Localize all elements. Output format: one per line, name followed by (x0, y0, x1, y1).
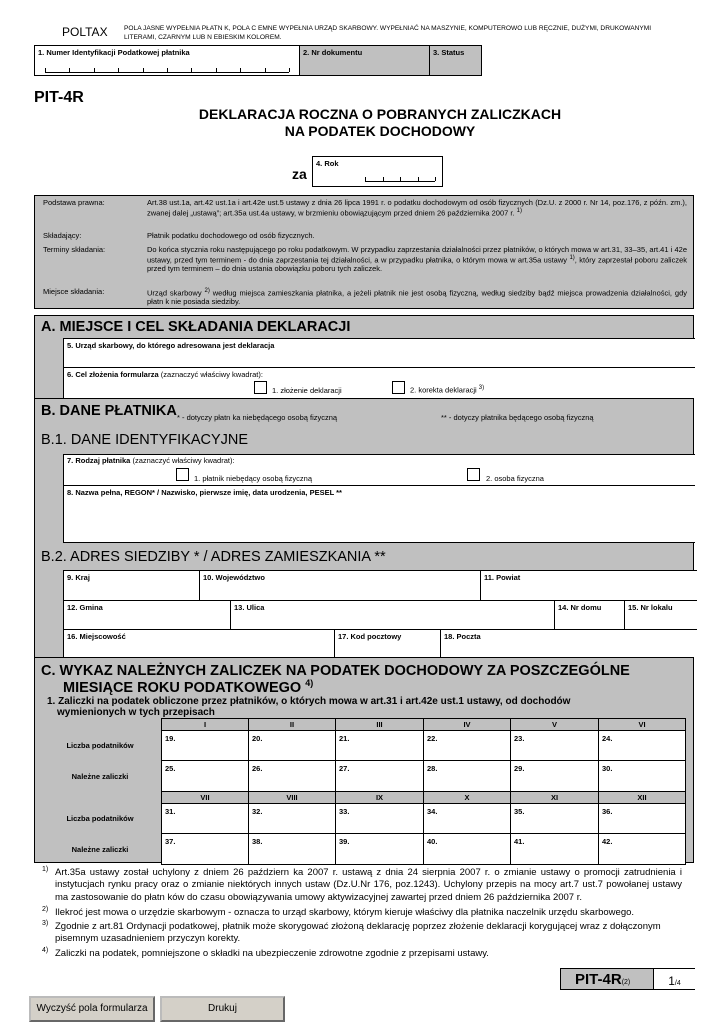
amount-cell[interactable] (423, 730, 511, 761)
section-a-title: A. MIEJSCE I CEL SKŁADANIA DEKLARACJI (41, 319, 351, 335)
month-header-label: VII (200, 793, 210, 802)
cell-number: 25. (165, 764, 176, 773)
voivodeship-field[interactable] (199, 570, 481, 601)
purpose-label: 6. Cel złożenia formularza (zaznaczyć właściwy kwadrat): (67, 370, 263, 379)
commune-field[interactable] (63, 600, 231, 630)
nip-field[interactable] (34, 45, 300, 76)
postal-code-label: 17. Kod pocztowy (338, 632, 402, 641)
taxpayers-count-label: Liczba podatników (66, 814, 134, 823)
section-b-title: B. DANE PŁATNIKA (41, 403, 177, 419)
flat-number-field[interactable] (624, 600, 697, 630)
checkbox-correction-label: 2. korekta deklaracji $^{3)}$ (410, 385, 485, 395)
payer-name-label: 8. Nazwa pełna, REGON* / Nazwisko, pierwsze imię, data urodzenia, PESEL ** (67, 488, 342, 497)
year-field[interactable] (312, 156, 443, 187)
status-label: 3. Status (433, 48, 465, 57)
amount-cell[interactable] (335, 730, 424, 761)
tax-office-field[interactable] (63, 338, 695, 368)
amount-cell[interactable] (598, 803, 686, 834)
cell-number: 28. (427, 764, 438, 773)
amount-cell[interactable] (598, 730, 686, 761)
document-number-field (299, 45, 430, 76)
post-office-field[interactable] (440, 629, 697, 660)
cell-number: 29. (514, 764, 525, 773)
country-field[interactable] (63, 570, 200, 601)
amount-cell[interactable] (248, 730, 336, 761)
year-prefix: za (292, 166, 307, 182)
month-header-label: II (289, 720, 295, 729)
info-block (34, 195, 694, 309)
form-title-line1: DEKLARACJA ROCZNA O POBRANYCH ZALICZKACH (198, 106, 562, 122)
checkbox-legal-entity-label: 1. płatnik niebędący osobą fizyczną (194, 474, 312, 483)
cell-number: 42. (602, 837, 613, 846)
cell-number: 41. (514, 837, 525, 846)
clear-form-button[interactable]: Wyczyść pola formularza (29, 996, 155, 1022)
section-b1-title: B.1. DANE IDENTYFIKACYJNE (41, 432, 249, 448)
legal-basis-text: Art.38 ust.1a, art.42 ust.1a i art.42e ust.5 ustawy z dnia 26 lipca 1991 r. o podatku dochodowym od osób fizycznych (Dz.U. z 2000 r. Nr 14, poz.176, z późn. zm.), zwanej dalej „ustawą”; art.35a ust.4a ustawy, w brzmieniu obowiązującym przed dniem 26 października 2007 r. $^{1)}$ (147, 198, 687, 218)
form-title-line2: NA PODATEK DOCHODOWY (284, 123, 476, 139)
purpose-field (63, 367, 695, 400)
tax-office-label: 5. Urząd skarbowy, do którego adresowana jest deklaracja (67, 341, 275, 350)
amount-cell[interactable] (423, 760, 511, 792)
checkbox-submission[interactable] (254, 381, 267, 394)
cell-number: 30. (602, 764, 613, 773)
amount-cell[interactable] (161, 803, 249, 834)
nip-label: 1. Numer Identyfikacji Podatkowej płatnika (38, 48, 190, 57)
form-code: PIT-4R (34, 89, 84, 106)
month-header-label: V (551, 720, 557, 729)
document-number-label: 2. Nr dokumentu (303, 48, 363, 57)
deadline-label: Terminy składania: (43, 245, 106, 254)
fill-instructions: POLA JASNE WYPEŁNIA PŁATN K, POLA C EMNE WYPEŁNIA URZĄD SKARBOWY. WYPEŁNIAĆ NA MASZYNIE, KOMPUTEROWO LUB RĘCZNIE, DUŻYMI, DRUKOWANYMI LITERAMI, CZARNYM LUB N EBIESKIM KOLOREM. (124, 25, 652, 41)
section-c-subtitle: 1. Zaliczki na podatek obliczone przez płatników, o których mowa w art.31 i art.42e ust.1 ustawy, od dochodów wymienionych w tych przepisach (47, 696, 571, 718)
month-header-label: VI (638, 720, 646, 729)
payer-type-label: 7. Rodzaj płatnika (zaznaczyć właściwy kwadrat): (67, 456, 235, 465)
cell-number: 22. (427, 734, 438, 743)
cell-number: 24. (602, 734, 613, 743)
country-label: 9. Kraj (67, 573, 90, 582)
cell-number: 39. (339, 837, 350, 846)
house-number-label: 14. Nr domu (558, 603, 602, 612)
amount-cell[interactable] (423, 833, 511, 865)
section-b-note-natural: ** - dotyczy płatnika będącego osobą fizyczną (441, 413, 594, 422)
submitter-label: Składający: (43, 231, 82, 240)
amount-cell[interactable] (161, 760, 249, 792)
poltax-logo: POLTAX (62, 25, 108, 39)
city-label: 16. Miejscowość (67, 632, 126, 641)
amount-cell[interactable] (510, 730, 599, 761)
amount-cell[interactable] (248, 803, 336, 834)
advances-label: Należne zaliczki (71, 844, 129, 854)
cell-number: 31. (165, 807, 176, 816)
month-header-label: I (203, 720, 207, 729)
nip-ticks (45, 68, 289, 73)
month-header-label: XII (637, 793, 647, 802)
page-number: 1/4 (653, 969, 695, 989)
section-c-title-line1: C. WYKAZ NALEŻNYCH ZALICZEK NA PODATEK DOCHODOWY ZA POSZCZEGÓLNE (41, 663, 630, 679)
section-c (34, 657, 694, 863)
cell-number: 23. (514, 734, 525, 743)
amount-cell[interactable] (248, 760, 336, 792)
legal-basis-label: Podstawa prawna: (43, 198, 105, 207)
payer-name-field[interactable] (63, 485, 695, 543)
cell-number: 35. (514, 807, 525, 816)
deadline-text: Do końca stycznia roku następującego po roku podatkowym. W przypadku zaprzestania działalności przez płatników, o których mowa w art.31, 33–35, art.41 i 42e ustawy, przed tym terminem - do dnia zaprzestania tej działalności, a w przypadku płatnika, o którym mowa w art.35a ustawy $^{1)}$, który zaprzestał poboru zaliczek przed tym terminem – do dnia ustania obowiązku poboru tych zaliczek. (147, 245, 687, 273)
address-grid (63, 570, 695, 659)
street-field[interactable] (230, 600, 555, 630)
footnote-4: 4) Zaliczki na podatek, pomniejszone o składki na ubezpieczenie zdrowotne zgodnie z przepisami ustawy. (42, 947, 489, 959)
amount-cell[interactable] (510, 760, 599, 792)
checkbox-correction[interactable] (392, 381, 405, 394)
cell-number: 34. (427, 807, 438, 816)
submitter-text: Płatnik podatku dochodowego od osób fizycznych. (147, 231, 315, 240)
checkbox-natural-person[interactable] (467, 468, 480, 481)
postal-code-field[interactable] (334, 629, 441, 660)
status-field (429, 45, 482, 76)
footnote-3: 3) Zgodnie z art.81 Ordynacji podatkowej, płatnik może skorygować złożoną deklarację poprzez złożenie deklaracji korygującej wraz z dołączonym pisemnym uzasadnieniem przyczyn korekty. (42, 920, 661, 945)
cell-number: 26. (252, 764, 263, 773)
cell-number: 27. (339, 764, 350, 773)
cell-number: 40. (427, 837, 438, 846)
month-header-label: IX (375, 793, 384, 802)
street-label: 13. Ulica (234, 603, 265, 612)
flat-number-label: 15. Nr lokalu (628, 603, 673, 612)
section-b (34, 398, 694, 658)
print-button[interactable]: Drukuj (160, 996, 285, 1022)
footnote-2: 2) Ilekroć jest mowa o urzędzie skarbowym - oznacza to urząd skarbowy, którym kieruje właściwy dla płatnika naczelnik urzędu skarbowego. (42, 906, 635, 918)
amount-cell[interactable] (510, 833, 599, 865)
amount-cell[interactable] (335, 760, 424, 792)
amount-cell[interactable] (161, 730, 249, 761)
amount-cell[interactable] (510, 803, 599, 834)
year-label: 4. Rok (316, 159, 339, 168)
voivodeship-label: 10. Województwo (203, 573, 265, 582)
month-header-label: IV (463, 720, 471, 729)
cell-number: 32. (252, 807, 263, 816)
amount-cell[interactable] (598, 833, 686, 865)
checkbox-legal-entity[interactable] (176, 468, 189, 481)
cell-number: 38. (252, 837, 263, 846)
amount-cell[interactable] (335, 833, 424, 865)
cell-number: 36. (602, 807, 613, 816)
city-field[interactable] (63, 629, 335, 660)
amount-cell[interactable] (423, 803, 511, 834)
monthly-advances-table (35, 718, 695, 864)
payer-type-field (63, 454, 695, 486)
section-b-note-legal: * - dotyczy płatn ka niebędącego osobą fizyczną (177, 413, 338, 422)
footnote-1: 1) Art.35a ustawy został uchylony z dniem 26 październ ka 2007 r. ustawą z dnia 24 sierpnia 2007 r. o zmianie ustawy o promocji zatrudnienia i instytucjach rynku pracy oraz o zmianie niektórych innych ustaw (Dz.U.Nr 176, poz.1243). Uchylony przepis na mocy art.7 ust.7 powołanej ustawy ma zastosowanie do płatn ków do czasu obowiązywania umowy aktywizacyjnej zawartej przed dniem 26 października 2007 r. (42, 866, 682, 903)
checkbox-submission-label: 1. złożenie deklaracji (272, 386, 342, 395)
cell-number: 20. (252, 734, 263, 743)
month-header-label: XI (550, 793, 559, 802)
month-header-label: VIII (286, 793, 298, 802)
footer-code: PIT-4R(2) (575, 971, 631, 988)
section-a (34, 315, 694, 399)
post-office-label: 18. Poczta (444, 632, 481, 641)
house-number-field[interactable] (554, 600, 625, 630)
checkbox-natural-person-label: 2. osoba fizyczna (486, 474, 544, 483)
county-field[interactable] (480, 570, 697, 601)
taxpayers-count-label: Liczba podatników (66, 741, 134, 750)
county-label: 11. Powiat (484, 573, 521, 582)
amount-cell[interactable] (161, 833, 249, 865)
commune-label: 12. Gmina (67, 603, 103, 612)
cell-number: 37. (165, 837, 176, 846)
year-ticks (365, 177, 435, 182)
month-header-label: X (464, 793, 470, 802)
cell-number: 21. (339, 734, 350, 743)
amount-cell[interactable] (248, 833, 336, 865)
cell-number: 19. (165, 734, 176, 743)
footer-form-code (560, 968, 695, 990)
section-b2-title: B.2. ADRES SIEDZIBY * / ADRES ZAMIESZKANIA ** (41, 549, 386, 565)
amount-cell[interactable] (598, 760, 686, 792)
cell-number: 33. (339, 807, 350, 816)
place-text: Urząd skarbowy $^{2)}$ według miejsca zamieszkania płatnika, a jeżeli płatnik nie jest osobą fizyczną, według siedziby bądź miejsca prowadzenia działalności, gdy płatn k nie posiada siedziby. (147, 288, 687, 307)
place-label: Miejsce składania: (43, 287, 105, 296)
advances-label: Należne zaliczki (71, 771, 129, 781)
amount-cell[interactable] (335, 803, 424, 834)
month-header-label: III (376, 720, 383, 729)
section-c-title-line2: MIESIĄCE ROKU PODATKOWEGO $^{4)}$ (63, 678, 314, 696)
